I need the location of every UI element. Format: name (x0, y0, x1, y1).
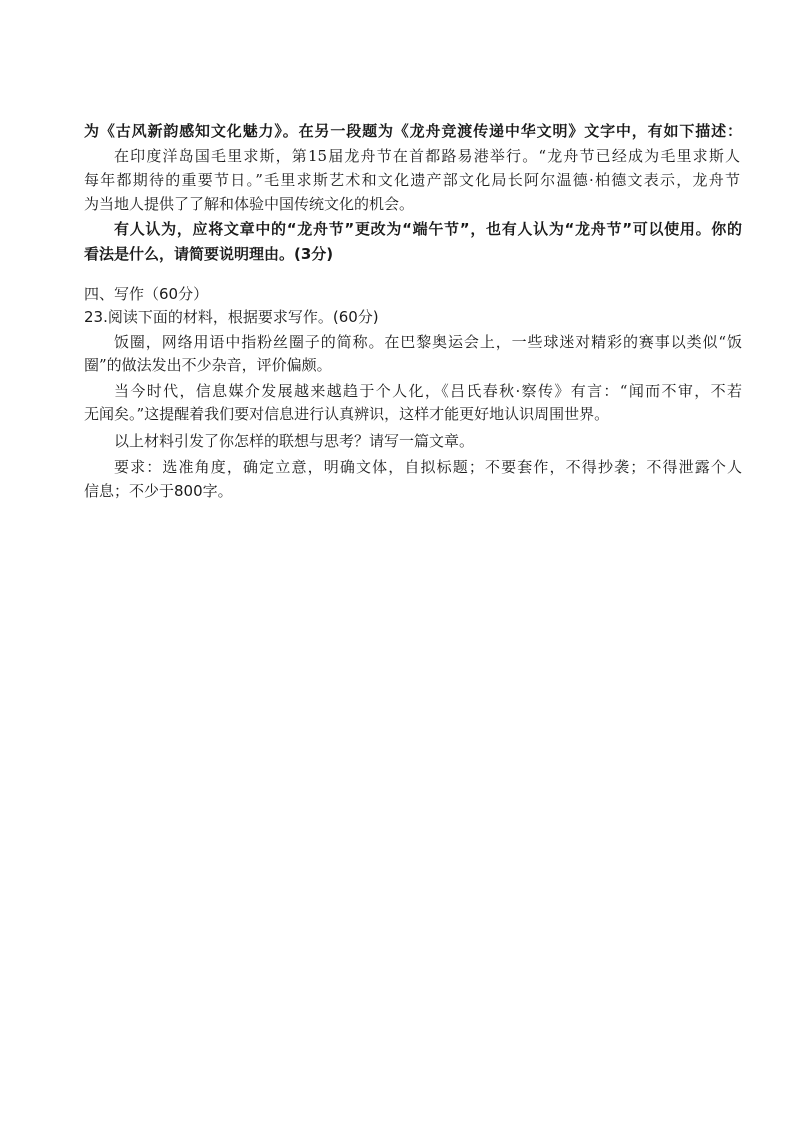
q22-intro-line: 为《古风新韵感知文化魅力》。在另一段题为《龙舟竞渡传递中华文明》文字中，有如下描述： (84, 122, 742, 140)
quote-line-2: 每年都期待的重要节日。”毛里求斯艺术和文化遗产部文化局长阿尔温德·柏德文表示，龙舟节 (84, 171, 740, 189)
material-p1-line-2: 圈”的做法发出不少杂音，评价偏颇。 (84, 356, 332, 374)
q22-question-line-1: 有人认为，应将文章中的“龙舟节”更改为“端午节”，也有人认为“龙舟节”可以使用。你的 (114, 220, 742, 238)
requirements-line-2: 信息；不少于800字。 (84, 482, 233, 500)
quote-line-1: 在印度洋岛国毛里求斯，第15届龙舟节在首都路易港举行。“龙舟节已经成为毛里求斯人 (114, 147, 740, 165)
requirements-line-1: 要求：选准角度，确定立意，明确文体，自拟标题；不要套作，不得抄袭；不得泄露个人 (114, 458, 742, 476)
q22-question-line-2: 看法是什么，请简要说明理由。(3分) (84, 245, 334, 263)
material-p1-line-1: 饭圈，网络用语中指粉丝圈子的简称。在巴黎奥运会上，一些球迷对精彩的赛事以类似“饭 (114, 333, 742, 351)
writing-prompt: 以上材料引发了你怎样的联想与思考？请写一篇文章。 (114, 432, 475, 450)
q23-title: 23.阅读下面的材料，根据要求写作。(60分) (84, 308, 379, 326)
quote-line-3: 为当地人提供了了解和体验中国传统文化的机会。 (84, 195, 415, 213)
material-p2-line-2: 无闻矣。”这提醒着我们要对信息进行认真辨识，这样才能更好地认识周围世界。 (84, 405, 610, 423)
material-p2-line-1: 当今时代，信息媒介发展越来越趋于个人化，《吕氏春秋·察传》有言：“闻而不审，不若 (114, 382, 742, 400)
section-heading-writing: 四、写作（60分） (84, 285, 209, 303)
